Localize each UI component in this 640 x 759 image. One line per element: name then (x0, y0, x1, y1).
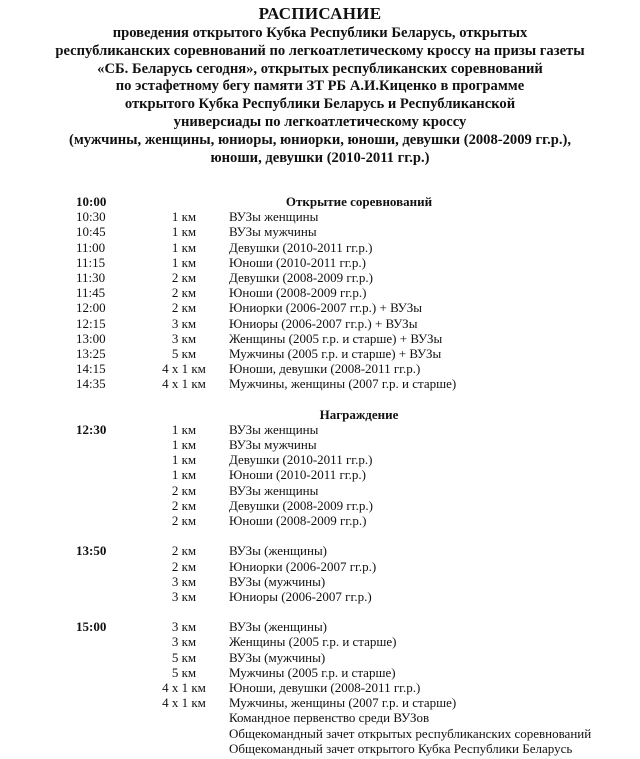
schedule-row (0, 300, 640, 315)
award-row (0, 634, 640, 649)
schedule-row (0, 285, 640, 300)
start-time: 13:25 (76, 345, 106, 361)
event-name: Юниорки (2006-2007 гг.р.) + ВУЗы (229, 300, 422, 316)
distance: 2 км (171, 482, 197, 498)
start-time: 14:35 (76, 376, 106, 392)
schedule-row (0, 331, 640, 346)
event-name: Юноши, девушки (2008-2011 гг.р.) (229, 680, 421, 695)
event-name: Девушки (2008-2009 гг.р.) (229, 497, 373, 513)
event-name: ВУЗы (женщины) (229, 619, 328, 635)
start-time: 11:30 (76, 269, 106, 285)
event-name: Юноши (2010-2011 гг.р.) (229, 467, 366, 483)
distance: 2 км (171, 558, 197, 574)
schedule-row (0, 240, 640, 255)
event-name: ВУЗы женщины (229, 482, 319, 498)
start-time: 14:15 (76, 361, 106, 377)
event-name: Командное первенство среди ВУЗов (229, 710, 430, 726)
event-name: ВУЗы (мужчины) (229, 573, 326, 589)
award-row (0, 543, 640, 558)
row-spacer (0, 528, 640, 543)
award-row (0, 574, 640, 589)
event-name: Мужчины, женщины (2007 г.р. и старше) (229, 695, 457, 711)
event-name: ВУЗы женщины (229, 421, 319, 437)
distance: 2 км (171, 285, 197, 301)
award-row (0, 437, 640, 452)
distance: 1 км (171, 467, 197, 483)
start-time: 11:00 (76, 239, 106, 255)
awards-heading: Награждение (319, 406, 399, 422)
document-subtitle (40, 25, 600, 167)
event-name: Девушки (2010-2011 гг.р.) (229, 239, 373, 255)
opening-time: 10:00 (76, 194, 107, 209)
event-name: Женщины (2005 г.р. и старше) + ВУЗы (229, 330, 443, 346)
schedule-row (0, 224, 640, 239)
opening-row (0, 194, 640, 209)
event-name: ВУЗы мужчины (229, 437, 317, 452)
distance: 1 км (171, 224, 197, 240)
event-name: Девушки (2010-2011 гг.р.) (229, 452, 373, 468)
award-row (0, 452, 640, 467)
award-time: 12:30 (76, 421, 107, 437)
schedule-table (0, 194, 640, 756)
subtitle-line: открытого Кубка Республики Беларусь и Республиканской (124, 96, 516, 113)
distance: 3 км (171, 588, 197, 604)
distance: 3 км (171, 330, 197, 346)
event-name: Юниоры (2006-2007 гг.р.) + ВУЗы (229, 315, 418, 331)
awards-heading-row (0, 407, 640, 422)
distance: 5 км (171, 345, 197, 361)
distance: 3 км (171, 315, 197, 331)
start-time: 13:00 (76, 330, 106, 346)
schedule-row (0, 209, 640, 224)
subtitle-line: универсиады по легкоатлетическому кроссу (173, 113, 467, 130)
award-time: 15:00 (76, 619, 107, 635)
distance: 1 км (171, 437, 197, 452)
event-name: Юниорки (2006-2007 гг.р.) (229, 558, 377, 574)
award-row (0, 619, 640, 634)
event-name: Мужчины (2005 г.р. и старше) + ВУЗы (229, 345, 442, 361)
award-row (0, 695, 640, 710)
schedule-row (0, 316, 640, 331)
start-time: 12:15 (76, 315, 106, 331)
document-title: РАСПИСАНИЕ (258, 4, 382, 23)
award-row (0, 650, 640, 665)
distance: 3 км (171, 573, 197, 589)
event-name: Мужчины, женщины (2007 г.р. и старше) (229, 376, 457, 392)
distance: 1 км (171, 421, 197, 437)
distance: 2 км (171, 300, 197, 316)
distance: 2 км (171, 269, 197, 285)
row-spacer (0, 604, 640, 619)
event-name: Юниоры (2006-2007 гг.р.) (229, 588, 372, 604)
event-name: ВУЗы мужчины (229, 224, 317, 240)
event-name: ВУЗы (мужчины) (229, 649, 326, 665)
start-time: 10:30 (76, 209, 106, 225)
distance: 4 х 1 км (162, 376, 206, 392)
event-name: Юноши, девушки (2008-2011 гг.р.) (229, 361, 421, 377)
event-name: Юноши (2010-2011 гг.р.) (229, 254, 366, 270)
event-name: Юноши (2008-2009 гг.р.) (229, 285, 367, 301)
subtitle-line: проведения открытого Кубка Республики Беларусь, открытых (112, 25, 528, 41)
event-name: Девушки (2008-2009 гг.р.) (229, 269, 373, 285)
award-row (0, 498, 640, 513)
distance: 4 х 1 км (162, 680, 206, 695)
subtitle-line: юноши, девушки (2010-2011 гг.р.) (210, 149, 430, 166)
distance: 4 х 1 км (162, 695, 206, 711)
subtitle-line: (мужчины, женщины, юниоры, юниорки, юноши, девушки (2008-2009 гг.р.), (68, 131, 571, 148)
schedule-row (0, 361, 640, 376)
award-row (0, 665, 640, 680)
award-row (0, 680, 640, 695)
start-time: 11:45 (76, 285, 106, 301)
award-row (0, 513, 640, 528)
schedule-row (0, 270, 640, 285)
distance: 3 км (171, 634, 197, 650)
distance: 4 х 1 км (162, 361, 206, 377)
award-row (0, 741, 640, 756)
distance: 1 км (171, 452, 197, 468)
event-name: Женщины (2005 г.р. и старше) (229, 634, 397, 650)
distance: 1 км (171, 239, 197, 255)
start-time: 10:45 (76, 224, 106, 240)
event-name: Юноши (2008-2009 гг.р.) (229, 512, 367, 528)
start-time: 12:00 (76, 300, 106, 316)
event-name: Общекомандный зачет открытого Кубка Республики Беларусь (229, 740, 573, 756)
opening-heading: Открытие соревнований (285, 194, 433, 209)
award-row (0, 726, 640, 741)
distance: 2 км (171, 497, 197, 513)
distance: 1 км (171, 254, 197, 270)
schedule-row (0, 376, 640, 391)
event-name: Общекомандный зачет открытых республиканских соревнований (229, 725, 592, 741)
distance: 1 км (171, 209, 197, 225)
event-name: ВУЗы женщины (229, 209, 319, 225)
event-name: ВУЗы (женщины) (229, 543, 328, 559)
distance: 2 км (171, 512, 197, 528)
award-time: 13:50 (76, 543, 107, 559)
start-time: 11:15 (76, 254, 106, 270)
award-row (0, 467, 640, 482)
distance: 5 км (171, 649, 197, 665)
distance: 3 км (171, 619, 197, 635)
distance: 2 км (171, 543, 197, 559)
row-spacer (0, 391, 640, 406)
award-row (0, 422, 640, 437)
subtitle-line: по эстафетному бегу памяти ЗТ РБ А.И.Киценко в программе (115, 78, 525, 95)
schedule-row (0, 346, 640, 361)
award-row (0, 483, 640, 498)
event-name: Мужчины (2005 г.р. и старше) (229, 664, 396, 680)
award-row (0, 710, 640, 725)
distance: 5 км (171, 664, 197, 680)
award-row (0, 589, 640, 604)
schedule-row (0, 255, 640, 270)
subtitle-line: «СБ. Беларусь сегодня», открытых республиканских соревнований (97, 60, 543, 77)
award-row (0, 559, 640, 574)
subtitle-line: республиканских соревнований по легкоатлетическому кроссу на призы газеты (55, 42, 585, 59)
